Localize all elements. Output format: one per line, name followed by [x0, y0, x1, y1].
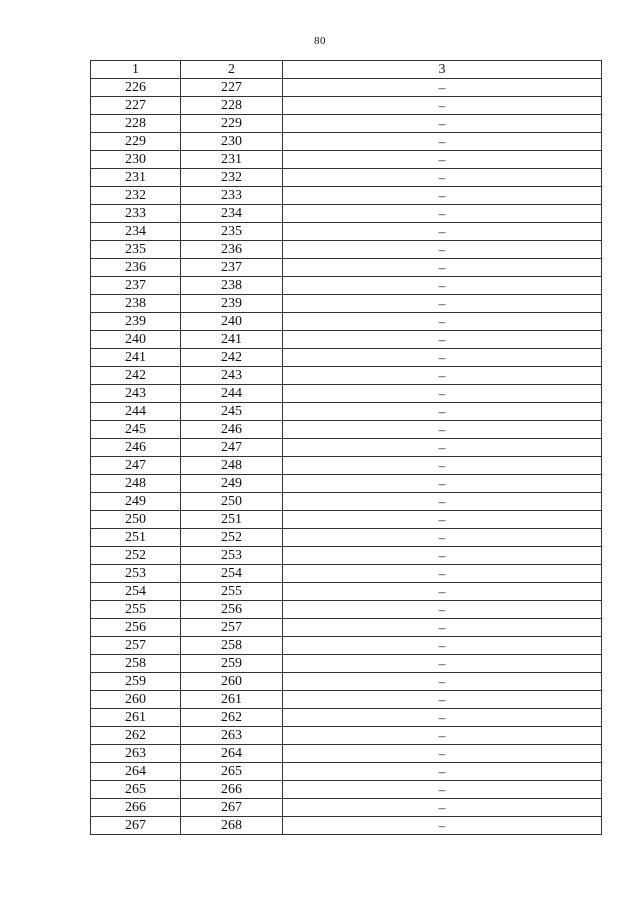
- table-cell-col-1: 266: [91, 799, 181, 817]
- table-cell-col-3: –: [283, 457, 602, 475]
- table-row: [91, 187, 602, 205]
- table-row: [91, 331, 602, 349]
- table-cell-col-1: 258: [91, 655, 181, 673]
- table-cell-col-3: –: [283, 781, 602, 799]
- table-cell-col-2: 232: [181, 169, 283, 187]
- table-row: [91, 367, 602, 385]
- table-cell-col-1: 231: [91, 169, 181, 187]
- data-table: [90, 60, 602, 835]
- table-cell-col-2: 267: [181, 799, 283, 817]
- table-cell-col-1: 257: [91, 637, 181, 655]
- table-cell-col-3: –: [283, 223, 602, 241]
- table-row: [91, 259, 602, 277]
- table-cell-col-2: 234: [181, 205, 283, 223]
- table-cell-col-2: 229: [181, 115, 283, 133]
- table-cell-col-1: 232: [91, 187, 181, 205]
- table-cell-col-2: 253: [181, 547, 283, 565]
- table-cell-col-3: –: [283, 97, 602, 115]
- table-row: [91, 655, 602, 673]
- table-cell-col-2: 241: [181, 331, 283, 349]
- table-cell-col-2: 261: [181, 691, 283, 709]
- table-cell-col-2: 257: [181, 619, 283, 637]
- table-cell-col-1: 246: [91, 439, 181, 457]
- table-cell-col-1: 234: [91, 223, 181, 241]
- table-cell-col-2: 268: [181, 817, 283, 835]
- table-cell-col-2: 262: [181, 709, 283, 727]
- table-cell-col-3: –: [283, 673, 602, 691]
- page-number: 80: [314, 35, 326, 47]
- table-cell-col-3: –: [283, 565, 602, 583]
- table-cell-col-3: –: [283, 169, 602, 187]
- table-cell-col-1: 250: [91, 511, 181, 529]
- table-cell-col-1: 251: [91, 529, 181, 547]
- table-cell-col-3: –: [283, 205, 602, 223]
- table-cell-col-2: 260: [181, 673, 283, 691]
- table-row: [91, 457, 602, 475]
- table-cell-col-3: –: [283, 583, 602, 601]
- table-row: [91, 727, 602, 745]
- table-cell-col-2: 259: [181, 655, 283, 673]
- table-cell-col-2: 248: [181, 457, 283, 475]
- table-cell-col-2: 245: [181, 403, 283, 421]
- table-cell-col-3: –: [283, 331, 602, 349]
- table-cell-col-3: –: [283, 475, 602, 493]
- table-cell-col-2: 238: [181, 277, 283, 295]
- table-cell-col-3: –: [283, 763, 602, 781]
- table-cell-col-1: 241: [91, 349, 181, 367]
- table-cell-col-1: 227: [91, 97, 181, 115]
- table-cell-col-2: 237: [181, 259, 283, 277]
- table-row: [91, 601, 602, 619]
- table-cell-col-3: –: [283, 691, 602, 709]
- table-cell-col-3: –: [283, 367, 602, 385]
- table-row: [91, 205, 602, 223]
- table-cell-col-2: 233: [181, 187, 283, 205]
- table-cell-col-3: –: [283, 529, 602, 547]
- table-cell-col-2: 235: [181, 223, 283, 241]
- table-cell-col-1: 262: [91, 727, 181, 745]
- table-cell-col-1: 259: [91, 673, 181, 691]
- table-cell-col-2: 247: [181, 439, 283, 457]
- table-cell-col-2: 265: [181, 763, 283, 781]
- table-cell-col-1: 238: [91, 295, 181, 313]
- table-cell-col-2: 250: [181, 493, 283, 511]
- table-cell-col-3: –: [283, 403, 602, 421]
- table-cell-col-3: –: [283, 745, 602, 763]
- table-row: [91, 439, 602, 457]
- table-cell-col-3: –: [283, 259, 602, 277]
- table-row: [91, 169, 602, 187]
- table-cell-col-1: 254: [91, 583, 181, 601]
- table-cell-col-1: 239: [91, 313, 181, 331]
- table-cell-col-3: –: [283, 799, 602, 817]
- table-cell-col-1: 252: [91, 547, 181, 565]
- table-cell-col-1: 256: [91, 619, 181, 637]
- table-cell-col-2: 236: [181, 241, 283, 259]
- table-header: [91, 61, 602, 79]
- table-row: [91, 79, 602, 97]
- table-cell-col-1: 248: [91, 475, 181, 493]
- table-row: [91, 151, 602, 169]
- table-row: [91, 385, 602, 403]
- column-header-2: 2: [181, 61, 283, 79]
- table-cell-col-2: 231: [181, 151, 283, 169]
- table-row: [91, 349, 602, 367]
- table-cell-col-3: –: [283, 79, 602, 97]
- table-cell-col-1: 229: [91, 133, 181, 151]
- table-row: [91, 547, 602, 565]
- table-row: [91, 133, 602, 151]
- table-cell-col-2: 249: [181, 475, 283, 493]
- table-cell-col-2: 228: [181, 97, 283, 115]
- table-row: [91, 223, 602, 241]
- table-cell-col-1: 260: [91, 691, 181, 709]
- table-cell-col-3: –: [283, 493, 602, 511]
- table-cell-col-2: 252: [181, 529, 283, 547]
- table-cell-col-3: –: [283, 817, 602, 835]
- table-row: [91, 241, 602, 259]
- table-body: [91, 79, 602, 835]
- table-cell-col-2: 240: [181, 313, 283, 331]
- table-cell-col-3: –: [283, 421, 602, 439]
- table-cell-col-3: –: [283, 133, 602, 151]
- table-cell-col-3: –: [283, 277, 602, 295]
- table-row: [91, 817, 602, 835]
- table-row: [91, 763, 602, 781]
- table-row: [91, 511, 602, 529]
- table-cell-col-1: 230: [91, 151, 181, 169]
- table-cell-col-3: –: [283, 187, 602, 205]
- table-cell-col-2: 254: [181, 565, 283, 583]
- table-row: [91, 583, 602, 601]
- table-cell-col-1: 237: [91, 277, 181, 295]
- table-cell-col-3: –: [283, 511, 602, 529]
- table-cell-col-1: 243: [91, 385, 181, 403]
- table-cell-col-1: 263: [91, 745, 181, 763]
- table-cell-col-1: 247: [91, 457, 181, 475]
- table-cell-col-3: –: [283, 655, 602, 673]
- table-cell-col-3: –: [283, 547, 602, 565]
- table-row: [91, 619, 602, 637]
- table-row: [91, 637, 602, 655]
- table-cell-col-2: 266: [181, 781, 283, 799]
- column-header-3: 3: [283, 61, 602, 79]
- table-row: [91, 529, 602, 547]
- table-cell-col-1: 244: [91, 403, 181, 421]
- table-cell-col-3: –: [283, 241, 602, 259]
- table-cell-col-3: –: [283, 439, 602, 457]
- table-row: [91, 799, 602, 817]
- table-cell-col-3: –: [283, 727, 602, 745]
- table-row: [91, 673, 602, 691]
- table-cell-col-2: 263: [181, 727, 283, 745]
- table-cell-col-1: 233: [91, 205, 181, 223]
- table-row: [91, 475, 602, 493]
- table-row: [91, 691, 602, 709]
- table-cell-col-2: 258: [181, 637, 283, 655]
- table-cell-col-1: 255: [91, 601, 181, 619]
- table-cell-col-3: –: [283, 115, 602, 133]
- table-cell-col-3: –: [283, 709, 602, 727]
- table-cell-col-1: 235: [91, 241, 181, 259]
- table-cell-col-1: 261: [91, 709, 181, 727]
- table-cell-col-1: 253: [91, 565, 181, 583]
- table-cell-col-1: 249: [91, 493, 181, 511]
- table-row: [91, 565, 602, 583]
- table-cell-col-1: 236: [91, 259, 181, 277]
- table-cell-col-3: –: [283, 313, 602, 331]
- table-cell-col-1: 228: [91, 115, 181, 133]
- table-cell-col-2: 227: [181, 79, 283, 97]
- table-row: [91, 313, 602, 331]
- table-row: [91, 97, 602, 115]
- table-cell-col-3: –: [283, 151, 602, 169]
- table-cell-col-1: 242: [91, 367, 181, 385]
- table-cell-col-2: 230: [181, 133, 283, 151]
- table-row: [91, 421, 602, 439]
- table-cell-col-2: 251: [181, 511, 283, 529]
- table-cell-col-2: 239: [181, 295, 283, 313]
- table-row: [91, 709, 602, 727]
- table-cell-col-2: 244: [181, 385, 283, 403]
- header-row: [91, 61, 602, 79]
- table-row: [91, 403, 602, 421]
- table-cell-col-2: 246: [181, 421, 283, 439]
- table-row: [91, 277, 602, 295]
- table-cell-col-1: 226: [91, 79, 181, 97]
- table-cell-col-2: 243: [181, 367, 283, 385]
- table-cell-col-3: –: [283, 295, 602, 313]
- table-cell-col-1: 265: [91, 781, 181, 799]
- table-row: [91, 295, 602, 313]
- table-cell-col-3: –: [283, 385, 602, 403]
- table-row: [91, 115, 602, 133]
- column-header-1: 1: [91, 61, 181, 79]
- table-cell-col-2: 264: [181, 745, 283, 763]
- table-cell-col-1: 267: [91, 817, 181, 835]
- table-cell-col-3: –: [283, 619, 602, 637]
- table-row: [91, 781, 602, 799]
- table-cell-col-3: –: [283, 637, 602, 655]
- table-cell-col-1: 240: [91, 331, 181, 349]
- table-cell-col-1: 264: [91, 763, 181, 781]
- table-cell-col-2: 255: [181, 583, 283, 601]
- table-cell-col-3: –: [283, 349, 602, 367]
- table-row: [91, 493, 602, 511]
- table-cell-col-3: –: [283, 601, 602, 619]
- table-cell-col-1: 245: [91, 421, 181, 439]
- table-cell-col-2: 256: [181, 601, 283, 619]
- table-cell-col-2: 242: [181, 349, 283, 367]
- table-row: [91, 745, 602, 763]
